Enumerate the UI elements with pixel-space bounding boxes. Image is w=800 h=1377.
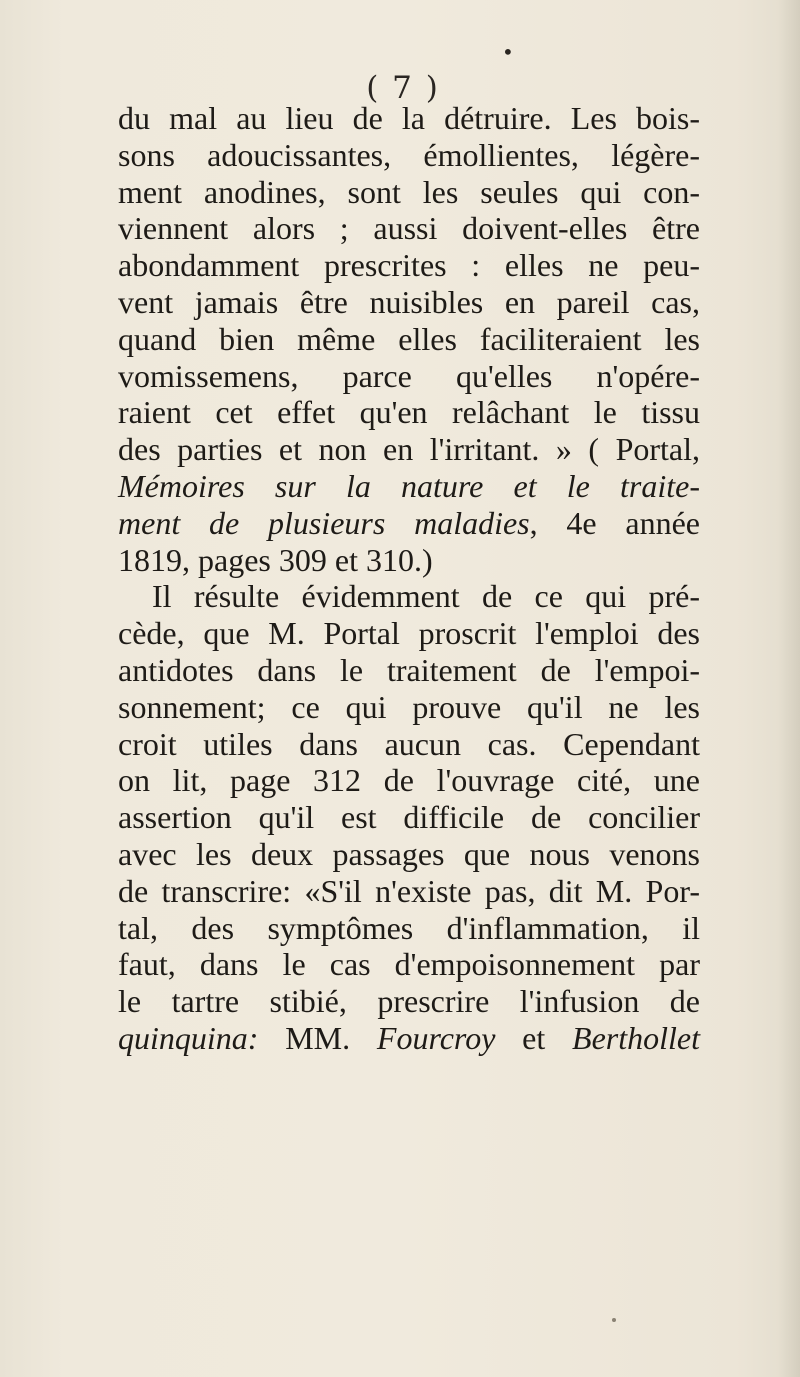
paragraph-2-line: on lit, page 312 de l'ouvrage cité, une	[118, 762, 700, 799]
page-number: ( 7 )	[366, 70, 440, 106]
paragraph-2-line: faut, dans le cas d'empoisonnement par	[118, 946, 700, 983]
text-line: des parties et non en l'irritant. » ( Portal,	[118, 431, 700, 468]
text-line: abondamment prescrites : elles ne peu-	[118, 247, 700, 284]
citation-title-line: Mémoires sur la nature et le traite-	[118, 467, 700, 504]
text-line: du mal au lieu de la détruire. Les bois-	[118, 100, 700, 136]
conjunction: et	[495, 1019, 573, 1056]
citation-pages: 1819, pages 309 et 310.)	[118, 541, 433, 578]
paragraph-2-line: tal, des symptômes d'inflammation, il	[118, 909, 700, 946]
body-text	[118, 100, 700, 1057]
author-fourcroy: Fourcroy	[376, 1019, 496, 1056]
ink-blot-mark: •	[502, 40, 514, 64]
paragraph-2-line: de transcrire: «S'il n'existe pas, dit M. Por-	[118, 872, 700, 909]
text-line: vent jamais être nuisibles en pareil cas,	[118, 283, 700, 320]
text-line: raient cet effet qu'en relâchant le tissu	[118, 394, 700, 431]
last-text-line	[118, 1020, 700, 1057]
paragraph-2-line: avec les deux passages que nous venons	[118, 835, 700, 872]
text-line: ment anodines, sont les seules qui con-	[118, 173, 700, 210]
text-line: vomissemens, parce qu'elles n'opére-	[118, 357, 700, 394]
citation-year: , 4e année	[529, 504, 701, 541]
page-edge-shadow	[778, 0, 800, 1377]
citation-title-line-2	[118, 505, 700, 542]
paragraph-2-line: Il résulte évidemment de ce qui pré-	[152, 578, 700, 615]
paragraph-2-line: croit utiles dans aucun cas. Cependant	[118, 725, 700, 762]
paragraph-2-line: antidotes dans le traitement de l'empoi-	[118, 651, 700, 688]
paragraph-2-line: assertion qu'il est difficile de concilier	[118, 799, 700, 836]
text-line: quand bien même elles faciliteraient les	[118, 320, 700, 357]
citation-title-end: ment de plusieurs maladies	[118, 504, 530, 541]
quinquina-word: quinquina:	[118, 1019, 259, 1056]
paragraph-2-line: sonnement; ce qui prouve qu'il ne les	[118, 688, 700, 725]
paper-speck	[612, 1318, 616, 1322]
author-berthollet: Berthollet	[572, 1019, 701, 1056]
text-line: viennent alors ; aussi doivent-elles être	[118, 210, 700, 247]
paragraph-2-line: le tartre stibié, prescrire l'infusion de	[118, 983, 700, 1020]
messieurs-abbrev: MM.	[258, 1019, 377, 1056]
text-line: sons adoucissantes, émollientes, légère-	[118, 136, 700, 173]
paragraph-2-line: cède, que M. Portal proscrit l'emploi des	[118, 615, 700, 652]
